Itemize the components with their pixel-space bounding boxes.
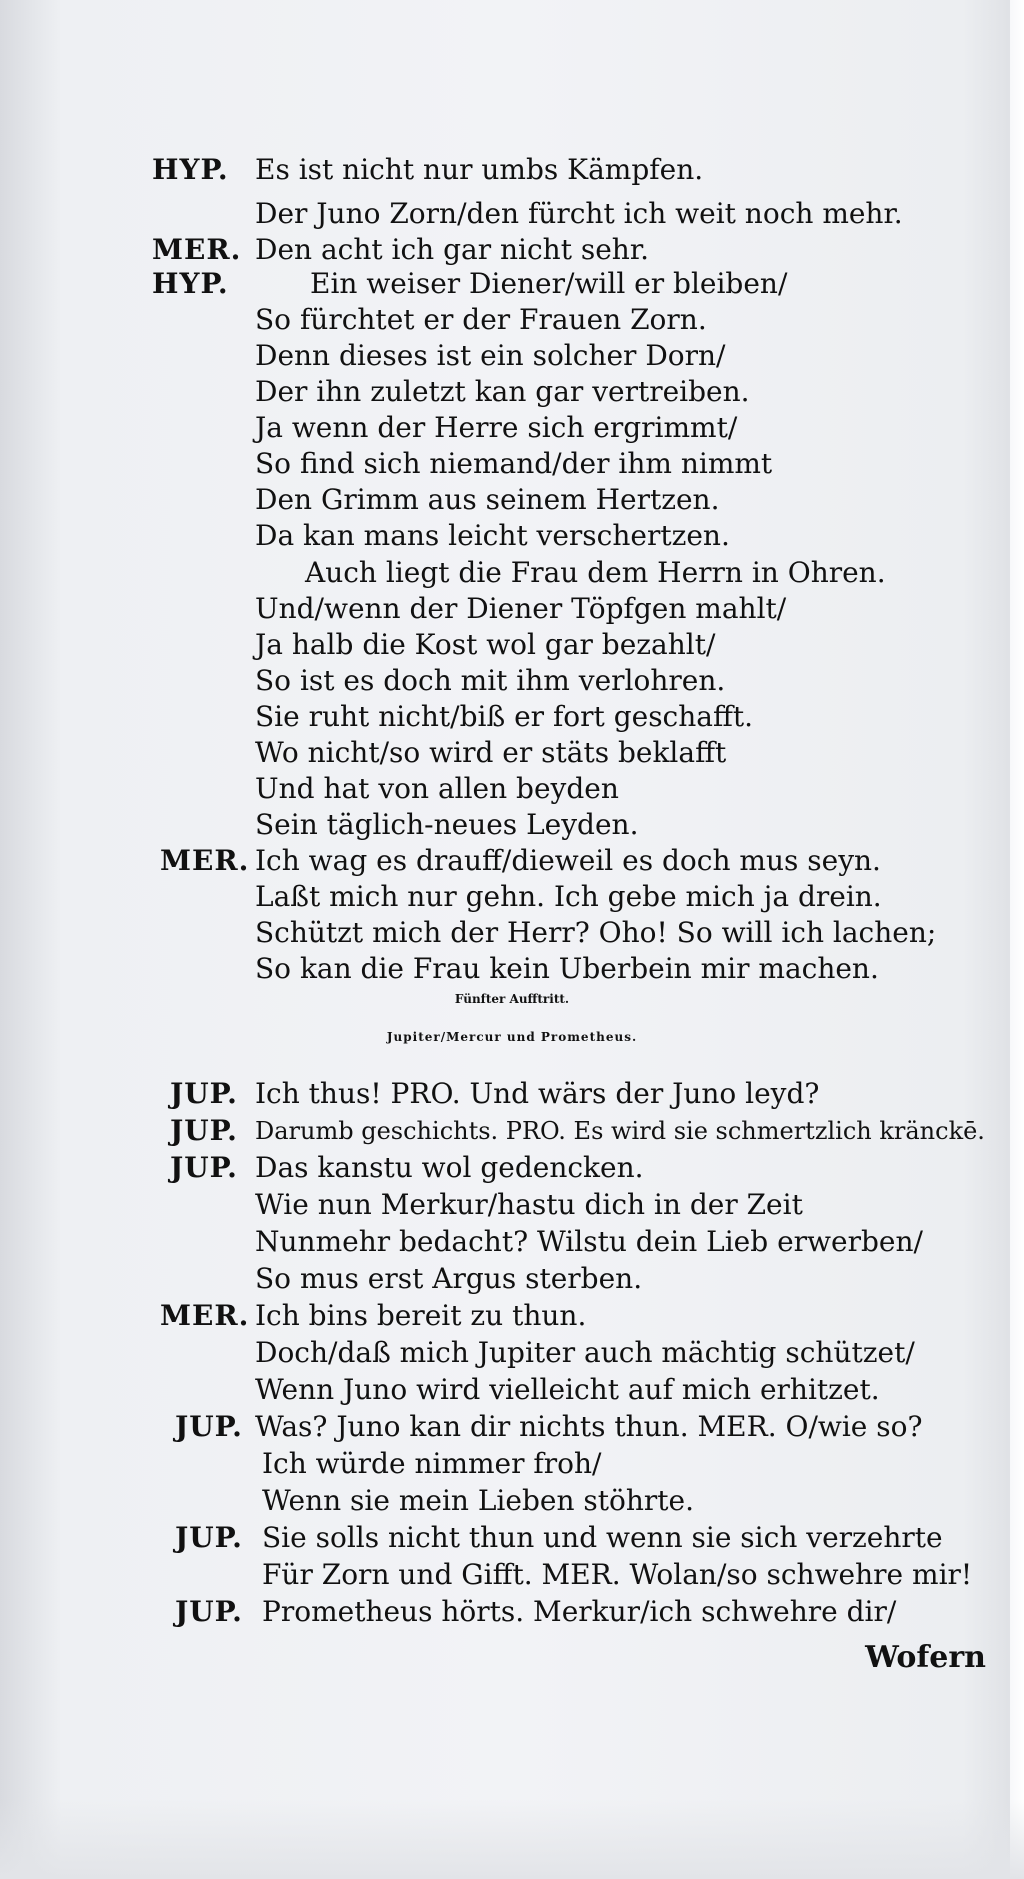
verse-text-line: Den Grimm aus seinem Hertzen. <box>255 483 720 516</box>
speaker-label: MER. <box>160 1299 250 1332</box>
speaker-label: JUP. <box>175 1521 243 1554</box>
catchword: Wofern <box>865 1640 986 1675</box>
speaker-label: HYP. <box>152 153 229 186</box>
verse-text-line: Schützt mich der Herr? Oho! So will ich lachen; <box>255 916 937 949</box>
verse-text-line: Und/wenn der Diener Töpfgen mahlt/ <box>255 592 787 625</box>
verse-text-line: Es ist nicht nur umbs Kämpfen. <box>255 153 704 186</box>
verse-text-line: Was? Juno kan dir nichts thun. MER. O/wie so? <box>255 1410 923 1443</box>
verse-text-line: Wenn sie mein Lieben stöhrte. <box>262 1484 695 1517</box>
scene-heading: Jupiter/Mercur und Prometheus. <box>386 1030 638 1044</box>
verse-text-line: Da kan mans leicht verschertzen. <box>255 519 730 552</box>
verse-text-line: Denn dieses ist ein solcher Dorn/ <box>255 339 726 372</box>
verse-text-line: Der ihn zuletzt kan gar vertreiben. <box>255 375 750 408</box>
verse-text-line: Prometheus hörts. Merkur/ich schwehre dir/ <box>262 1595 897 1628</box>
verse-text-line: Für Zorn und Gifft. MER. Wolan/so schwehre mir! <box>262 1558 973 1591</box>
verse-text-line: Der Juno Zorn/den fürcht ich weit noch mehr. <box>255 197 903 230</box>
speaker-label: JUP. <box>170 1077 238 1110</box>
verse-text-line: So find sich niemand/der ihm nimmt <box>255 447 773 480</box>
verse-text-line: So ist es doch mit ihm verlohren. <box>255 664 726 697</box>
verse-text-line: Und hat von allen beyden <box>255 772 619 805</box>
verse-text-line: Wenn Juno wird vielleicht auf mich erhitzet. <box>255 1373 880 1406</box>
verse-text-line: Ja wenn der Herre sich ergrimmt/ <box>255 411 738 444</box>
verse-text-line: Ja halb die Kost wol gar bezahlt/ <box>255 628 716 661</box>
act-title: Fünfter Aufftritt. <box>454 992 570 1006</box>
verse-text-line: Ein weiser Diener/will er bleiben/ <box>310 267 788 300</box>
verse-text-line: Sie solls nicht thun und wenn sie sich verzehrte <box>262 1521 943 1554</box>
speaker-label: JUP. <box>170 1114 238 1147</box>
verse-text-line: Sein täglich-neues Leyden. <box>255 808 639 841</box>
page-edge <box>1010 0 1024 1879</box>
verse-text-line: Den acht ich gar nicht sehr. <box>255 233 650 266</box>
speaker-label: JUP. <box>175 1595 243 1628</box>
verse-text-line: Doch/daß mich Jupiter auch mächtig schützet/ <box>255 1336 915 1369</box>
verse-text-line: Ich würde nimmer froh/ <box>262 1447 602 1480</box>
verse-text-line: Ich thus! PRO. Und wärs der Juno leyd? <box>255 1077 820 1110</box>
speaker-label: HYP. <box>152 267 229 300</box>
verse-text-line: Auch liegt die Frau dem Herrn in Ohren. <box>305 556 886 589</box>
verse-text-line: Ich wag es drauff/dieweil es doch mus seyn. <box>255 844 881 877</box>
verse-text-line: Sie ruht nicht/biß er fort geschafft. <box>255 700 754 733</box>
verse-text-line: Nunmehr bedacht? Wilstu dein Lieb erwerben/ <box>255 1225 923 1258</box>
speaker-label: JUP. <box>170 1151 238 1184</box>
page-bottom-shade <box>0 1799 1024 1879</box>
verse-text-line: So fürchtet er der Frauen Zorn. <box>255 303 707 336</box>
verse-text-line: So kan die Frau kein Uberbein mir machen. <box>255 952 879 985</box>
speaker-label: MER. <box>160 844 250 877</box>
verse-text-line: Ich bins bereit zu thun. <box>255 1299 587 1332</box>
verse-text-line: So mus erst Argus sterben. <box>255 1262 643 1295</box>
verse-text-line: Darumb geschichts. PRO. Es wird sie schmertzlich kränckē. <box>255 1117 985 1145</box>
speaker-label: MER. <box>152 233 242 266</box>
verse-text-line: Das kanstu wol gedencken. <box>255 1151 644 1184</box>
verse-text-line: Laßt mich nur gehn. Ich gebe mich ja drein. <box>255 880 882 913</box>
verse-text-line: Wie nun Merkur/hastu dich in der Zeit <box>255 1188 803 1221</box>
speaker-label: JUP. <box>175 1410 243 1443</box>
verse-text-line: Wo nicht/so wird er stäts beklafft <box>255 736 727 769</box>
